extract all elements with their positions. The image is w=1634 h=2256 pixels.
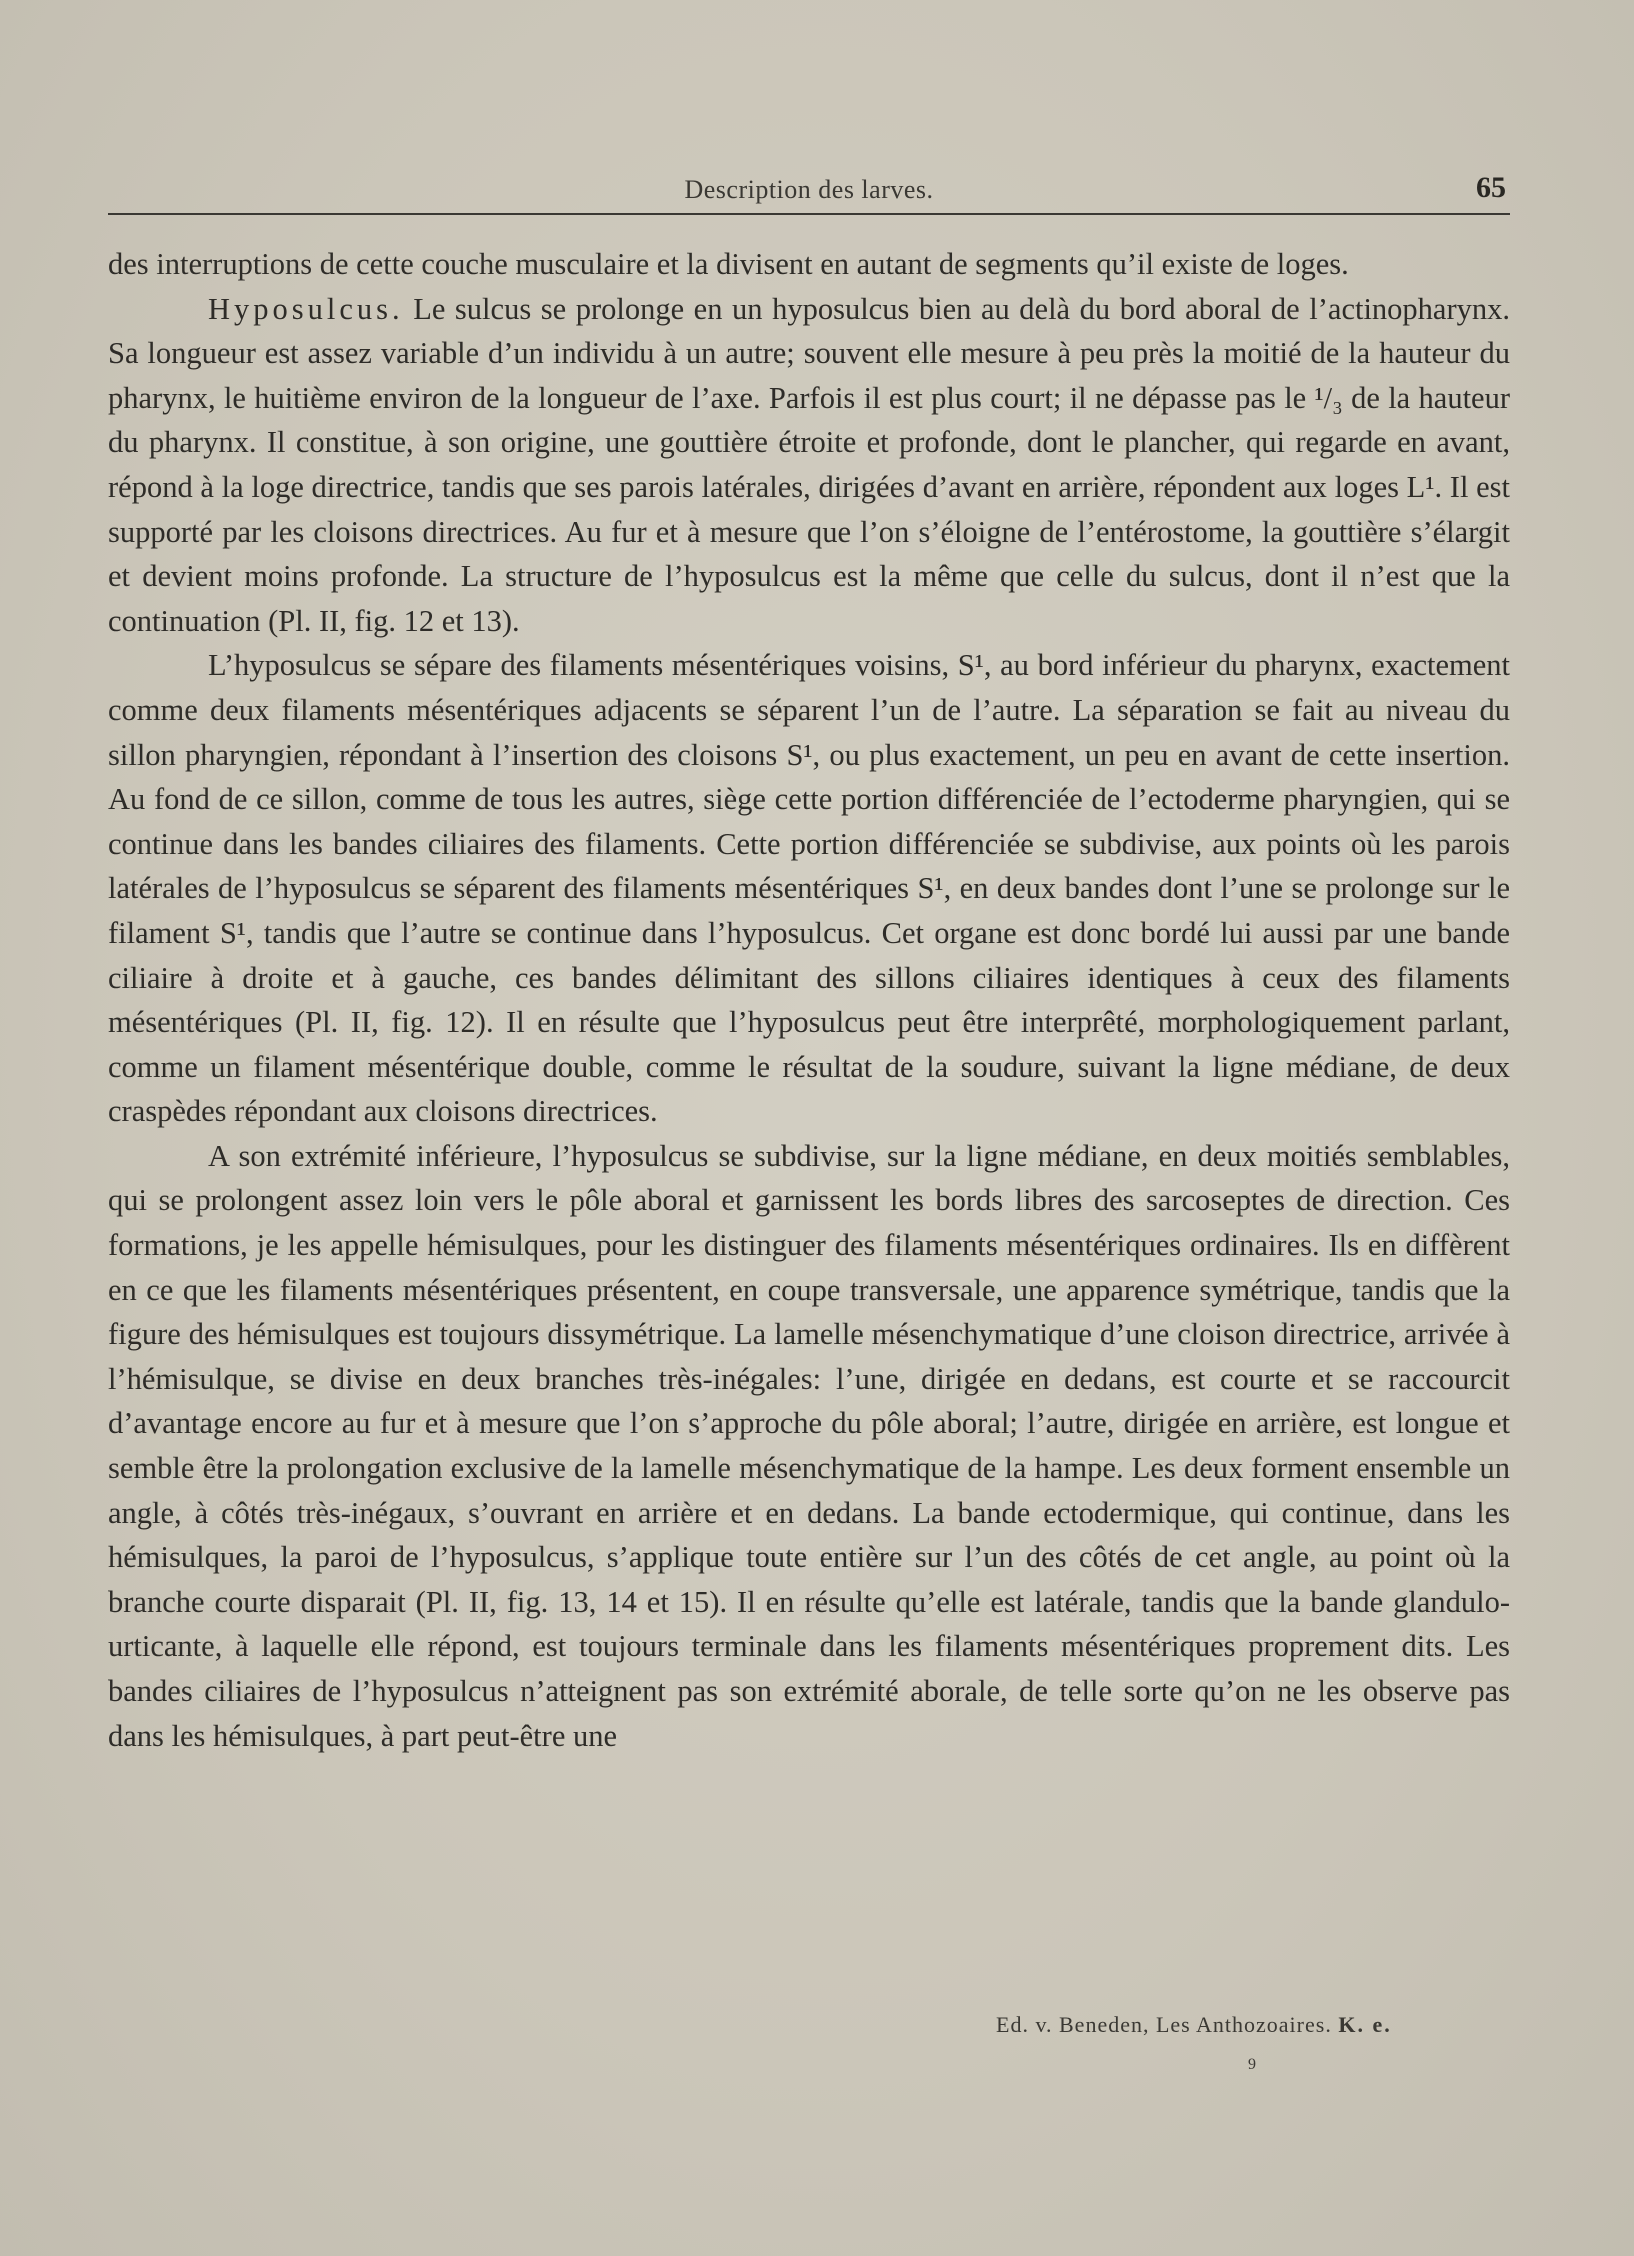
paragraph bbox=[108, 287, 1510, 644]
signature-mark: 9 bbox=[1248, 2056, 1256, 2073]
paragraph bbox=[108, 643, 1510, 1134]
paragraph-text: des interruptions de cette couche musculaire et la divisent en autant de segments qu’il existe de loges. bbox=[108, 247, 1349, 281]
paragraph bbox=[108, 1134, 1510, 1758]
section-lead: Hyposulcus. bbox=[208, 291, 404, 326]
running-title: Description des larves. bbox=[684, 175, 934, 204]
paragraph-text: Le sulcus se prolonge en un hyposulcus bien au delà du bord aboral de l’actinopharynx. Sa longueur est assez variable d’un individu à un autre; souvent elle mesure à peu près la moitié de la hauteur du pharynx, le huitième environ de la longueur de l’axe. Parfois il est plus court; il ne dépasse pas le ¹/₃ de la hauteur du pharynx. Il constitue, à son origine, une gouttière étroite et profonde, dont le plancher, qui regarde en avant, répond à la loge directrice, tandis que ses parois latérales, dirigées d’avant en arrière, répondent aux loges L¹. Il est supporté par les cloisons directrices. Au fur et à mesure que l’on s’éloigne de l’entérostome, la gouttière s’élargit et devient moins profonde. La structure de l’hyposulcus est la même que celle du sulcus, dont il n’est que la continuation (Pl. II, fig. 12 et 13). bbox=[108, 291, 1510, 638]
footer-reference bbox=[996, 2012, 1516, 2038]
running-header bbox=[108, 171, 1510, 215]
page-number: 65 bbox=[1476, 171, 1506, 204]
reference-text: Ed. v. Beneden, Les Anthozoaires. bbox=[996, 2012, 1332, 2037]
paragraph-text: A son extrémité inférieure, l’hyposulcus se subdivise, sur la ligne médiane, en deux moitiés semblables, qui se prolongent assez loin vers le pôle aboral et garnissent les bords libres des sarcoseptes de direction. Ces formations, je les appelle hémisulques, pour les distinguer des filaments mésentériques ordinaires. Ils en diffèrent en ce que les filaments mésentériques présentent, en coupe transversale, une apparence symétrique, tandis que la figure des hémisulques est toujours dissymétrique. La lamelle mésenchymatique d’une cloison directrice, arrivée à l’hémisulque, se divise en deux branches très-inégales: l’une, dirigée en dedans, est courte et se raccourcit d’avantage encore au fur et à mesure que l’on s’approche du pôle aboral; l’autre, dirigée en arrière, est longue et semble être la prolongation exclusive de la lamelle mésenchymatique de la hampe. Les deux forment ensemble un angle, à côtés très-inégaux, s’ouvrant en arrière et en dedans. La bande ectodermique, qui continue, dans les hémisulques, la paroi de l’hyposulcus, s’applique toute entière sur l’un des côtés de cet angle, au point où la branche courte disparait (Pl. II, fig. 13, 14 et 15). Il en résulte qu’elle est latérale, tandis que la bande glandulo-urticante, à laquelle elle répond, est toujours terminale dans les filaments mésentériques proprement dits. Les bandes ciliaires de l’hyposulcus n’atteignent pas son extrémité aborale, de telle sorte qu’on ne les observe pas dans les hémisulques, à part peut-être une bbox=[108, 1138, 1510, 1753]
body-text bbox=[108, 242, 1510, 1758]
paragraph bbox=[108, 242, 1510, 287]
header-rule bbox=[108, 213, 1510, 215]
paragraph-text: L’hyposulcus se sépare des filaments mésentériques voisins, S¹, au bord inférieur du pharynx, exactement comme deux filaments mésentériques adjacents se séparent l’un de l’autre. La séparation se fait au niveau du sillon pharyngien, répondant à l’insertion des cloisons S¹, ou plus exactement, un peu en avant de cette insertion. Au fond de ce sillon, comme de tous les autres, siège cette portion différenciée de l’ectoderme pharyngien, qui se continue dans les bandes ciliaires des filaments. Cette portion différenciée se subdivise, aux points où les parois latérales de l’hyposulcus se séparent des filaments mésentériques S¹, en deux bandes dont l’une se prolonge sur le filament S¹, tandis que l’autre se continue dans l’hyposulcus. Cet organe est donc bordé lui aussi par une bande ciliaire à droite et à gauche, ces bandes délimitant des sillons ciliaires identiques à ceux des filaments mésentériques (Pl. II, fig. 12). Il en résulte que l’hyposulcus peut être interprêté, morphologiquement parlant, comme un filament mésentérique double, comme le résultat de la soudure, suivant la ligne médiane, de deux craspèdes répondant aux cloisons directrices. bbox=[108, 648, 1510, 1129]
reference-mark: K. e. bbox=[1338, 2012, 1392, 2037]
